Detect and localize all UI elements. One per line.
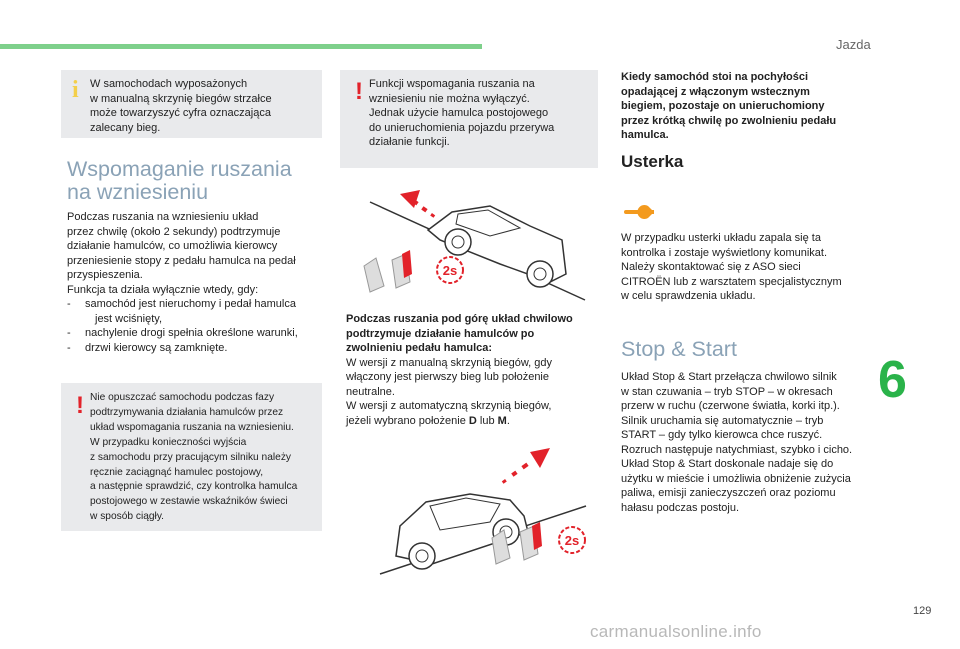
- list-item: - nachylenie drogi spełnia określone warunki,: [67, 327, 298, 339]
- pedal-icon: [364, 250, 412, 292]
- stop-start-heading: Stop & Start: [621, 337, 737, 361]
- car-downhill-illustration: [340, 440, 600, 580]
- wrench-icon: [622, 204, 662, 220]
- timer-badge-text: 2s: [564, 533, 580, 548]
- list-item: - drzwi kierowcy są zamknięte.: [67, 341, 228, 354]
- section-heading-hill-start: Wspomaganie ruszania na wzniesieniu: [67, 157, 292, 204]
- warning-icon: !: [76, 392, 84, 419]
- warning-icon: !: [355, 78, 363, 105]
- stop-start-description: Układ Stop & Start przełącza chwilowo silnik w stan czuwania – tryb STOP – w okresach przerw w ruchu (czerwone światła, korki itp.). Silnik uruchamia się automatycznie – tryb START – gdy tylko kierowca chce ruszyć. Rozruch następuje natychmiast, szybko i cicho. Układ Stop & Start doskonale nadaje się do użytku w mieście i umożliwia obniżenie zużycia paliwa, emisji zanieczyszczeń oraz poziomu hałasu podczas postoju.: [621, 371, 853, 514]
- warning-box: [340, 70, 598, 168]
- reverse-slope-note: Kiedy samochód stoi na pochyłości opadającej z włączonym wstecznym biegiem, pozostaje on unieruchomiony przez krótką chwilę po zwolnieniu pedału hamulca.: [621, 71, 837, 141]
- info-box-text: W samochodach wyposażonych w manualną skrzynię biegów strzałce może towarzyszyć cyfra oznaczająca zalecany bieg.: [90, 78, 272, 134]
- warning-box-text: Nie opuszczać samochodu podczas fazy podtrzymywania działania hamulców przez układ wspomagania ruszania na wzniesieniu. W przypadku konieczności wyjścia z samochodu przy pracującym silniku należy ręcznie zaciągnąć hamulec postojowy, a następnie sprawdzić, czy kontrolka hamulca postojowego w zestawie wskaźników świeci w sposób ciągły.: [90, 392, 298, 523]
- fault-description: W przypadku usterki układu zapala się ta kontrolka i zostaje wyświetlony komunikat. Należy skontaktować się z ASO sieci CITROËN lub z warsztatem specjalistycznym w celu sprawdzenia układu.: [621, 232, 842, 302]
- motion-arrow-icon: [502, 448, 550, 484]
- hill-start-description: Podczas ruszania na wzniesieniu układ przez chwilę (około 2 sekundy) podtrzymuje działanie hamulców, co umożliwia kierowcy przeniesienie stopy z pedału hamulca na pedał przyspieszenia. Funkcja ta działa wyłącznie wtedy, gdy: - samochód jest nieruchomy i pedał hamulca jest wciśnięty, - nachylenie drogi spełnia określone warunki, - drzwi kierowcy są zamknięte.: [67, 211, 298, 354]
- warning-box: [61, 383, 322, 531]
- timer-badge-icon: [559, 527, 585, 553]
- timer-badge-text: 2s: [442, 263, 458, 278]
- info-icon: i: [72, 77, 79, 103]
- list-item: - samochód jest nieruchomy i pedał hamulca jest wciśnięty,: [67, 298, 296, 325]
- page-number: 129: [913, 605, 932, 617]
- fault-heading: Usterka: [621, 152, 684, 171]
- hill-start-caption: Podczas ruszania pod górę układ chwilowo podtrzymuje działanie hamulców po zwolnieniu pedału hamulca: W wersji z manualną skrzynią biegów, gdy włączony jest pierwszy bieg lub położenie neutralne. W wersji z automatyczną skrzynią biegów, jeżeli wybrano położenie D lub M.: [346, 313, 573, 427]
- chapter-number: 6: [878, 351, 907, 409]
- info-box: [61, 70, 322, 138]
- timer-badge-icon: [437, 257, 463, 283]
- warning-box-text: Funkcji wspomagania ruszania na wzniesieniu nie można wyłączyć. Jednak użycie hamulca postojowego do unieruchomienia pojazdu przerywa działanie funkcji.: [369, 78, 555, 149]
- section-title: Jazda: [836, 37, 871, 52]
- watermark: carmanualsonline.info: [590, 622, 762, 641]
- car-uphill-illustration: [340, 178, 600, 308]
- top-accent-bar: [0, 44, 482, 49]
- motion-arrow-icon: [400, 190, 435, 218]
